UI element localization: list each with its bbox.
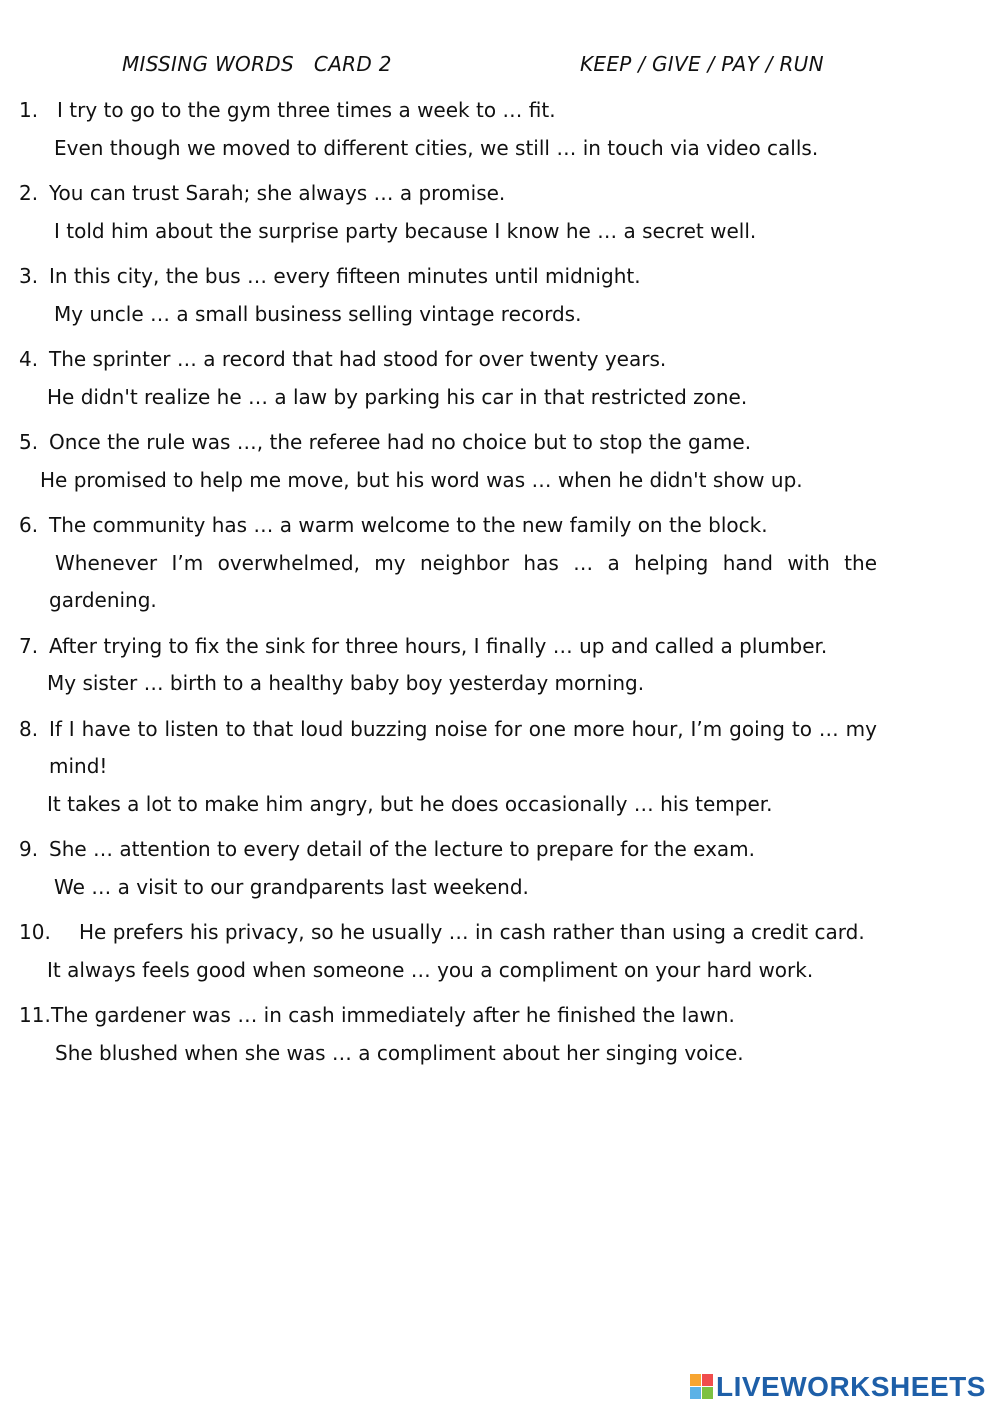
- sentence-one: After trying to fix the sink for three hours, I finally … up and called a plumber.: [49, 633, 828, 658]
- exercise-item: [0, 175, 999, 250]
- exercise-item: [0, 628, 999, 703]
- sentence-two: It takes a lot to make him angry, but he does occasionally … his temper.: [47, 791, 773, 816]
- exercise-item: [0, 711, 999, 824]
- item-number: 1.: [19, 98, 39, 122]
- sentence-two: She blushed when she was … a compliment about her singing voice.: [55, 1040, 744, 1065]
- item-text: [49, 997, 877, 1072]
- item-number: 10.: [19, 920, 51, 944]
- exercise-item: [0, 424, 999, 499]
- item-number: 8.: [19, 716, 39, 741]
- brand-name: LIVEWORKSHEETS: [716, 1371, 986, 1402]
- item-text: [49, 628, 877, 703]
- exercise-item: [0, 997, 999, 1072]
- item-number: 5.: [19, 430, 39, 454]
- item-number: 7.: [19, 633, 39, 658]
- item-text: [49, 831, 877, 906]
- item-text: [49, 914, 877, 989]
- item-number: 11.: [19, 1003, 51, 1027]
- liveworksheets-logo-icon: [690, 1374, 714, 1400]
- word-bank: KEEP / GIVE / PAY / RUN: [580, 52, 824, 76]
- sentence-one: Once the rule was …, the referee had no choice but to stop the game.: [49, 430, 752, 454]
- exercise-item: [0, 258, 999, 333]
- item-text: [49, 507, 877, 620]
- sentence-two: It always feels good when someone … you a compliment on your hard work.: [47, 957, 814, 982]
- sentence-one: In this city, the bus … every fifteen minutes until midnight.: [49, 264, 641, 288]
- exercise-item: [0, 831, 999, 906]
- exercise-item: [0, 92, 999, 167]
- exercise-list: [0, 92, 999, 1080]
- item-number: 2.: [19, 181, 39, 205]
- item-text: [49, 258, 877, 333]
- item-text: [40, 424, 877, 499]
- exercise-item: [0, 341, 999, 416]
- sentence-one: He prefers his privacy, so he usually … in cash rather than using a credit card.: [79, 920, 865, 944]
- item-text: [49, 711, 877, 824]
- sentence-two: My uncle … a small business selling vintage records.: [54, 301, 582, 326]
- card-title: MISSING WORDS CARD 2: [122, 52, 392, 76]
- page-header: [0, 52, 999, 80]
- sentence-two: I told him about the surprise party because I know he … a secret well.: [54, 218, 757, 243]
- item-number: 3.: [19, 264, 39, 288]
- sentence-two: My sister … birth to a healthy baby boy yesterday morning.: [47, 671, 645, 695]
- brand-watermark: [690, 1370, 986, 1404]
- exercise-item: [0, 914, 999, 989]
- item-number: 9.: [19, 837, 39, 861]
- sentence-two: Even though we moved to different cities, we still … in touch via video calls.: [54, 135, 819, 160]
- sentence-one: You can trust Sarah; she always … a promise.: [49, 181, 506, 205]
- exercise-item: [0, 507, 999, 620]
- sentence-two: He didn't realize he … a law by parking his car in that restricted zone.: [47, 384, 748, 409]
- sentence-one: The sprinter … a record that had stood for over twenty years.: [49, 347, 667, 371]
- sentence-two: He promised to help me move, but his word was … when he didn't show up.: [40, 467, 803, 492]
- sentence-one: The gardener was … in cash immediately after he finished the lawn.: [51, 1003, 735, 1027]
- sentence-one: If I have to listen to that loud buzzing noise for one more hour, I’m going to … my mind!: [49, 716, 877, 778]
- sentence-two: We … a visit to our grandparents last weekend.: [54, 874, 529, 899]
- item-number: 6.: [19, 513, 39, 537]
- item-text: [49, 92, 877, 167]
- item-text: [49, 341, 877, 416]
- sentence-two: Whenever I’m overwhelmed, my neighbor has … a helping hand with the gardening.: [49, 550, 877, 612]
- sentence-one: The community has … a warm welcome to the new family on the block.: [49, 513, 768, 537]
- sentence-one: She … attention to every detail of the lecture to prepare for the exam.: [49, 837, 756, 861]
- sentence-one: I try to go to the gym three times a week to … fit.: [57, 98, 556, 122]
- item-number: 4.: [19, 347, 39, 371]
- item-text: [49, 175, 877, 250]
